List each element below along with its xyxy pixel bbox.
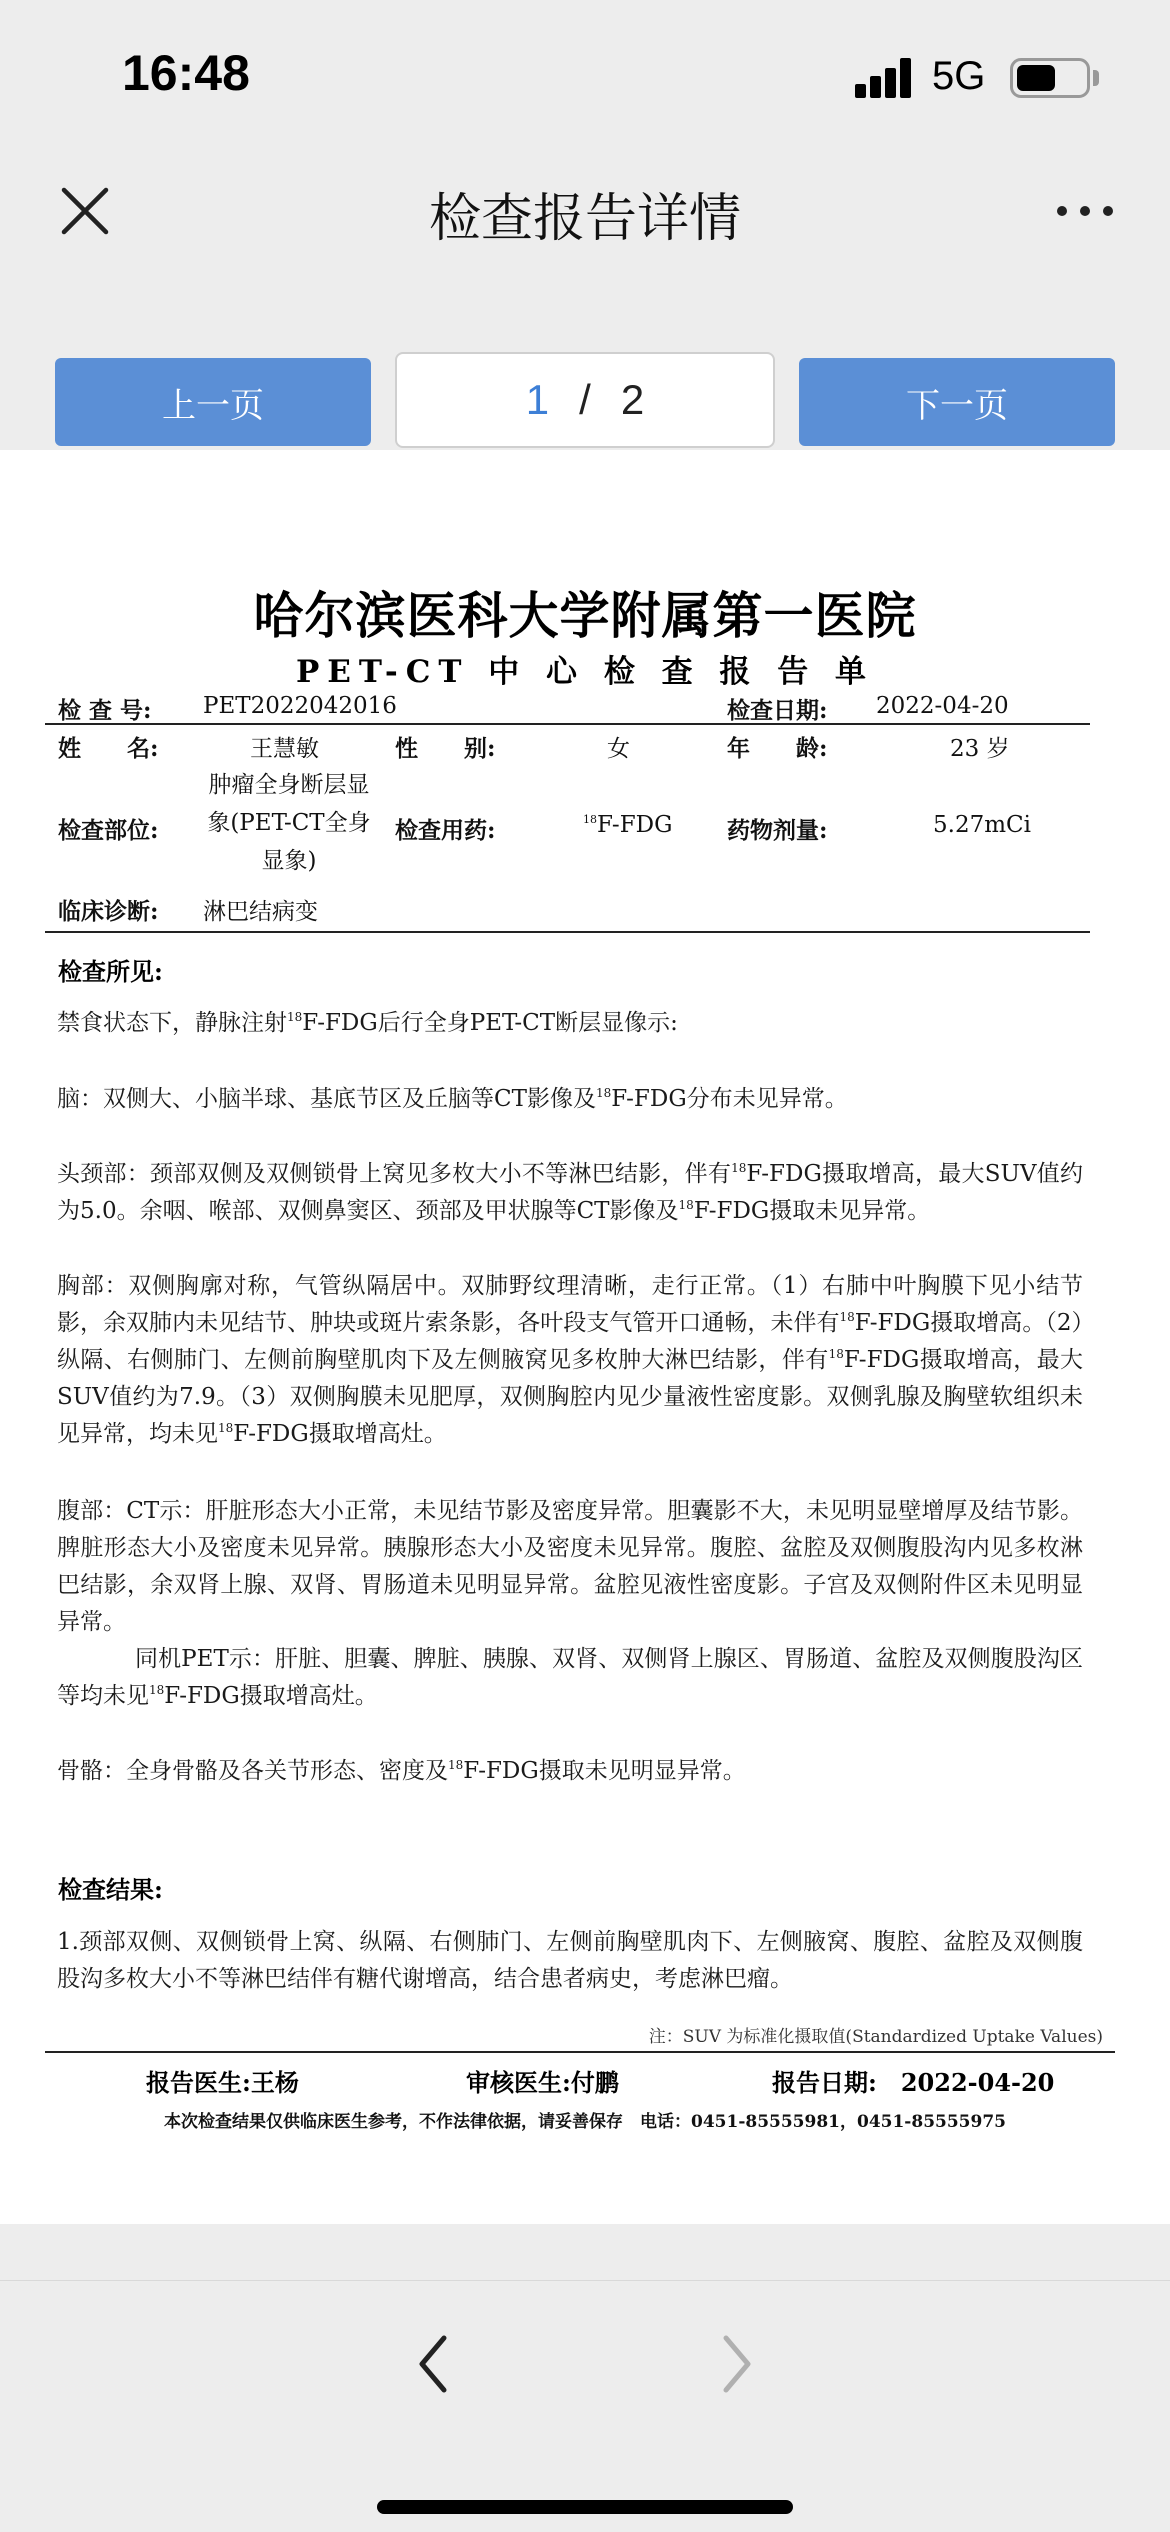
battery-icon	[1010, 58, 1090, 98]
exam-date-label: 检查日期:	[727, 697, 828, 724]
drug-name: F-FDG	[597, 812, 673, 838]
findings-pet: 同机PET示：肝脏、胆囊、脾脏、胰腺、双肾、双侧肾上腺区、胃肠道、盆腔及双侧腹股沟区等均未见$^{18}$F-FDG摄取增高灶。	[57, 1646, 1083, 1709]
age-value: 23 岁	[950, 736, 1010, 762]
report-date: 报告日期: 2022-04-20	[772, 2068, 1055, 2097]
status-bar	[0, 0, 1170, 150]
site-label: 检查部位:	[58, 817, 159, 844]
bottom-bar	[0, 2224, 1170, 2532]
sex-label: 性 别:	[395, 735, 496, 762]
result-text: 1.颈部双侧、双侧锁骨上窝、纵隔、右侧肺门、左侧前胸壁肌肉下、左侧腋窝、腹腔、盆腔及双侧腹股沟多枚大小不等淋巴结伴有糖代谢增高，结合患者病史，考虑淋巴瘤。	[57, 1929, 1083, 1992]
name-label: 姓 名:	[58, 735, 159, 762]
diagnosis-label: 临床诊断:	[58, 898, 159, 925]
sex-value: 女	[607, 736, 630, 762]
footer-rule	[45, 2051, 1115, 2053]
prev-page-button[interactable]: 上一页	[55, 358, 371, 446]
next-page-button[interactable]: 下一页	[799, 358, 1115, 446]
exam-no-label: 检 查 号:	[58, 697, 152, 724]
drug-value	[583, 812, 672, 838]
report-title: PET-CT 中 心 检 查 报 告 单	[295, 654, 875, 690]
network-type: 5G	[932, 54, 986, 98]
page-indicator[interactable]	[395, 352, 775, 448]
home-indicator	[377, 2500, 793, 2514]
header-rule-bottom	[45, 931, 1090, 933]
diagnosis-value: 淋巴结病变	[203, 899, 318, 925]
current-page: 1	[525, 376, 550, 423]
page-title: 检查报告详情	[428, 190, 741, 248]
findings-title: 检查所见:	[58, 957, 163, 986]
chevron-left-icon[interactable]	[404, 2324, 464, 2404]
site-value: 肿瘤全身断层显象(PET-CT全身显象)	[207, 772, 371, 874]
findings-chest: 胸部：双侧胸廓对称，气管纵隔居中。双肺野纹理清晰，走行正常。（1）右肺中叶胸膜下见小结节影，余双肺内未见结节、肿块或斑片索条影，各叶段支气管开口通畅，未伴有$^{18}$F-FDG摄取增高。（2）纵隔、右侧肺门、左侧前胸壁肌肉下及左侧腋窝见多枚肿大淋巴结影，伴有$^{18}$F-FDG摄取增高，最大SUV值约为7.9。（3）双侧胸膜未见肥厚，双侧胸腔内见少量液性密度影。双侧乳腺及胸壁软组织未见异常，均未见$^{18}$F-FDG摄取增高灶。	[57, 1273, 1084, 1447]
status-time: 16:48	[122, 45, 250, 101]
reporter: 报告医生:王杨	[146, 2068, 299, 2097]
drug-isotope-sup: 18	[583, 813, 597, 826]
result-title: 检查结果:	[58, 1875, 163, 1904]
name-value: 王慧敏	[250, 736, 319, 762]
exam-no-value: PET2022042016	[203, 693, 397, 719]
report-document	[0, 450, 1170, 2224]
disclaimer: 本次检查结果仅供临床医生参考，不作法律依据，请妥善保存 电话：0451-85555981，0451-85555975	[164, 2112, 1006, 2132]
drug-label: 检查用药:	[395, 817, 496, 844]
header-rule-top	[45, 723, 1090, 725]
page-separator: /	[579, 376, 591, 423]
findings-bone: 骨骼：全身骨骼及各关节形态、密度及$^{18}$F-FDG摄取未见明显异常。	[57, 1758, 746, 1784]
dose-value: 5.27mCi	[933, 812, 1031, 838]
exam-date-value: 2022-04-20	[876, 693, 1009, 719]
reviewer: 审核医生:付鹏	[466, 2068, 619, 2097]
dose-label: 药物剂量:	[727, 817, 828, 844]
findings-head-neck: 头颈部：颈部双侧及双侧锁骨上窝见多枚大小不等淋巴结影，伴有$^{18}$F-FDG摄取增高，最大SUV值约为5.0。余咽、喉部、双侧鼻窦区、颈部及甲状腺等CT影像及$^{18}$F-FDG摄取未见异常。	[57, 1161, 1084, 1224]
signal-icon	[855, 58, 913, 98]
pager	[0, 270, 1170, 450]
suv-note: 注：SUV 为标准化摄取值(Standardized Uptake Values)	[648, 2027, 1103, 2047]
findings-intro: 禁食状态下，静脉注射$^{18}$F-FDG后行全身PET-CT断层显像示:	[57, 1010, 678, 1036]
hospital-name: 哈尔滨医科大学附属第一医院	[253, 586, 917, 645]
findings-brain: 脑：双侧大、小脑半球、基底节区及丘脑等CT影像及$^{18}$F-FDG分布未见异常。	[57, 1086, 848, 1112]
age-label: 年 龄:	[727, 735, 828, 762]
title-bar	[0, 150, 1170, 270]
bottom-divider	[0, 2280, 1170, 2281]
chevron-right-icon[interactable]	[706, 2324, 766, 2404]
total-pages: 2	[620, 376, 645, 423]
more-icon[interactable]	[1050, 178, 1120, 244]
findings-abdomen: 腹部：CT示：肝脏形态大小正常，未见结节影及密度异常。胆囊影不大，未见明显壁增厚及结节影。脾脏形态大小及密度未见异常。胰腺形态大小及密度未见异常。腹腔、盆腔及双侧腹股沟内见多枚淋巴结影，余双肾上腺、双肾、胃肠道未见明显异常。盆腔见液性密度影。子宫及双侧附件区未见明显异常。	[57, 1498, 1083, 1635]
battery-tip	[1093, 70, 1099, 86]
